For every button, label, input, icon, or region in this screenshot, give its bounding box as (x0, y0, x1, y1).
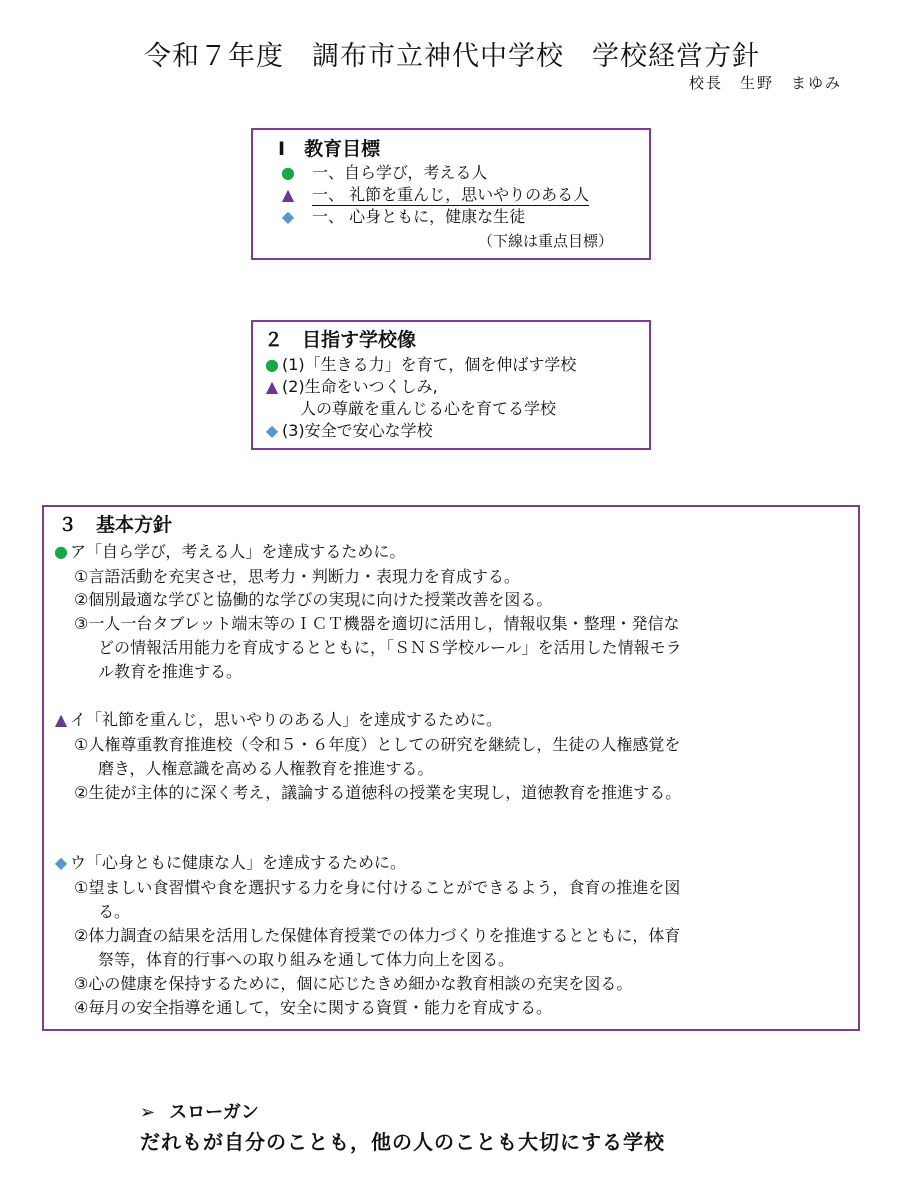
blue-diamond-icon: ◆ (265, 421, 279, 440)
vision-item: ● (1)「生きる力」を育て，個を伸ばす学校 (262, 354, 576, 376)
policy-line: ②生徒が主体的に深く考え，議論する道徳科の授業を実現し，道徳教育を推進する。 (74, 783, 682, 802)
underline-note: （下線は重点目標） (478, 232, 614, 250)
blue-diamond-icon: ◆ (54, 853, 68, 872)
policy-line: ①人権尊重教育推進校（令和５・６年度）としての研究を継続し，生徒の人権感覚を (74, 735, 681, 754)
policy-line: ④毎月の安全指導を通して，安全に関する資質・能力を育成する。 (74, 998, 553, 1017)
goal-text: 一、自ら学び，考える人 (312, 163, 488, 182)
purple-triangle-icon: ▲ (281, 185, 295, 204)
page-title: 令和７年度 調布市立神代中学校 学校経営方針 (144, 41, 760, 72)
goal-item (278, 162, 487, 184)
policy-a-title: ● ア「自ら学び，考える人」を達成するために。 (52, 541, 405, 563)
policy-line: ル教育を推進する。 (98, 662, 243, 681)
policy-line: ②個別最適な学びと協働的な学びの実現に向けた授業改善を図る。 (74, 590, 553, 609)
goal-text-underlined: 一、 礼節を重んじ，思いやりのある人 (312, 185, 590, 204)
blue-diamond-icon: ◆ (281, 207, 295, 226)
policy-line: る。 (98, 902, 131, 921)
goal-text: 一、 心身ともに，健康な生徒 (312, 207, 526, 226)
policy-line: 磨き，人権意識を高める人権教育を推進する。 (98, 759, 434, 778)
basic-policy-heading: ３ 基本方針 (58, 514, 173, 536)
slogan-label: ➢ スローガン (140, 1102, 259, 1123)
policy-line: 祭等，体育的行事への取り組みを通して体力向上を図る。 (98, 950, 515, 969)
vision-item: ▲ (2)生命をいつくしみ, (262, 376, 438, 398)
green-circle-icon: ● (265, 355, 279, 374)
slogan-text: だれもが自分のことも，他の人のことも大切にする学校 (140, 1130, 665, 1154)
green-circle-icon: ● (281, 163, 295, 182)
vision-item: ◆ (3)安全で安心な学校 (262, 420, 433, 442)
policy-line: ①望ましい食習慣や食を選択する力を身に付けることができるよう，食育の推進を図 (74, 878, 681, 897)
school-vision-heading: ２ 目指す学校像 (264, 329, 417, 351)
green-circle-icon: ● (54, 542, 68, 561)
purple-triangle-icon: ▲ (265, 377, 279, 396)
goal-item (278, 206, 525, 228)
principal-name: 校長 生野 まゆみ (688, 74, 842, 92)
policy-line: ③心の健康を保持するために，個に応じたきめ細かな教育相談の充実を図る。 (74, 974, 633, 993)
purple-triangle-icon: ▲ (54, 710, 68, 729)
policy-line: どの情報活用能力を育成するとともに，「ＳＮＳ学校ルール」を活用した情報モラ (98, 638, 682, 657)
arrow-bullet-icon: ➢ (140, 1102, 156, 1123)
goal-item (278, 184, 589, 206)
policy-i-title: ▲ イ「礼節を重んじ，思いやりのある人」を達成するために。 (52, 709, 502, 731)
policy-line: ①言語活動を充実させ，思考力・判断力・表現力を育成する。 (74, 567, 520, 586)
vision-item-continuation: 人の尊厳を重んじる心を育てる学校 (300, 399, 557, 418)
policy-u-title: ◆ ウ「心身ともに健康な人」を達成するために。 (52, 852, 406, 874)
education-goals-heading: Ⅰ 教育目標 (278, 138, 381, 160)
policy-line: ③一人一台タブレット端末等のＩＣＴ機器を適切に活用し，情報収集・整理・発信な (74, 614, 680, 633)
policy-line: ②体力調査の結果を活用した保健体育授業での体力づくりを推進するとともに，体育 (74, 926, 681, 945)
